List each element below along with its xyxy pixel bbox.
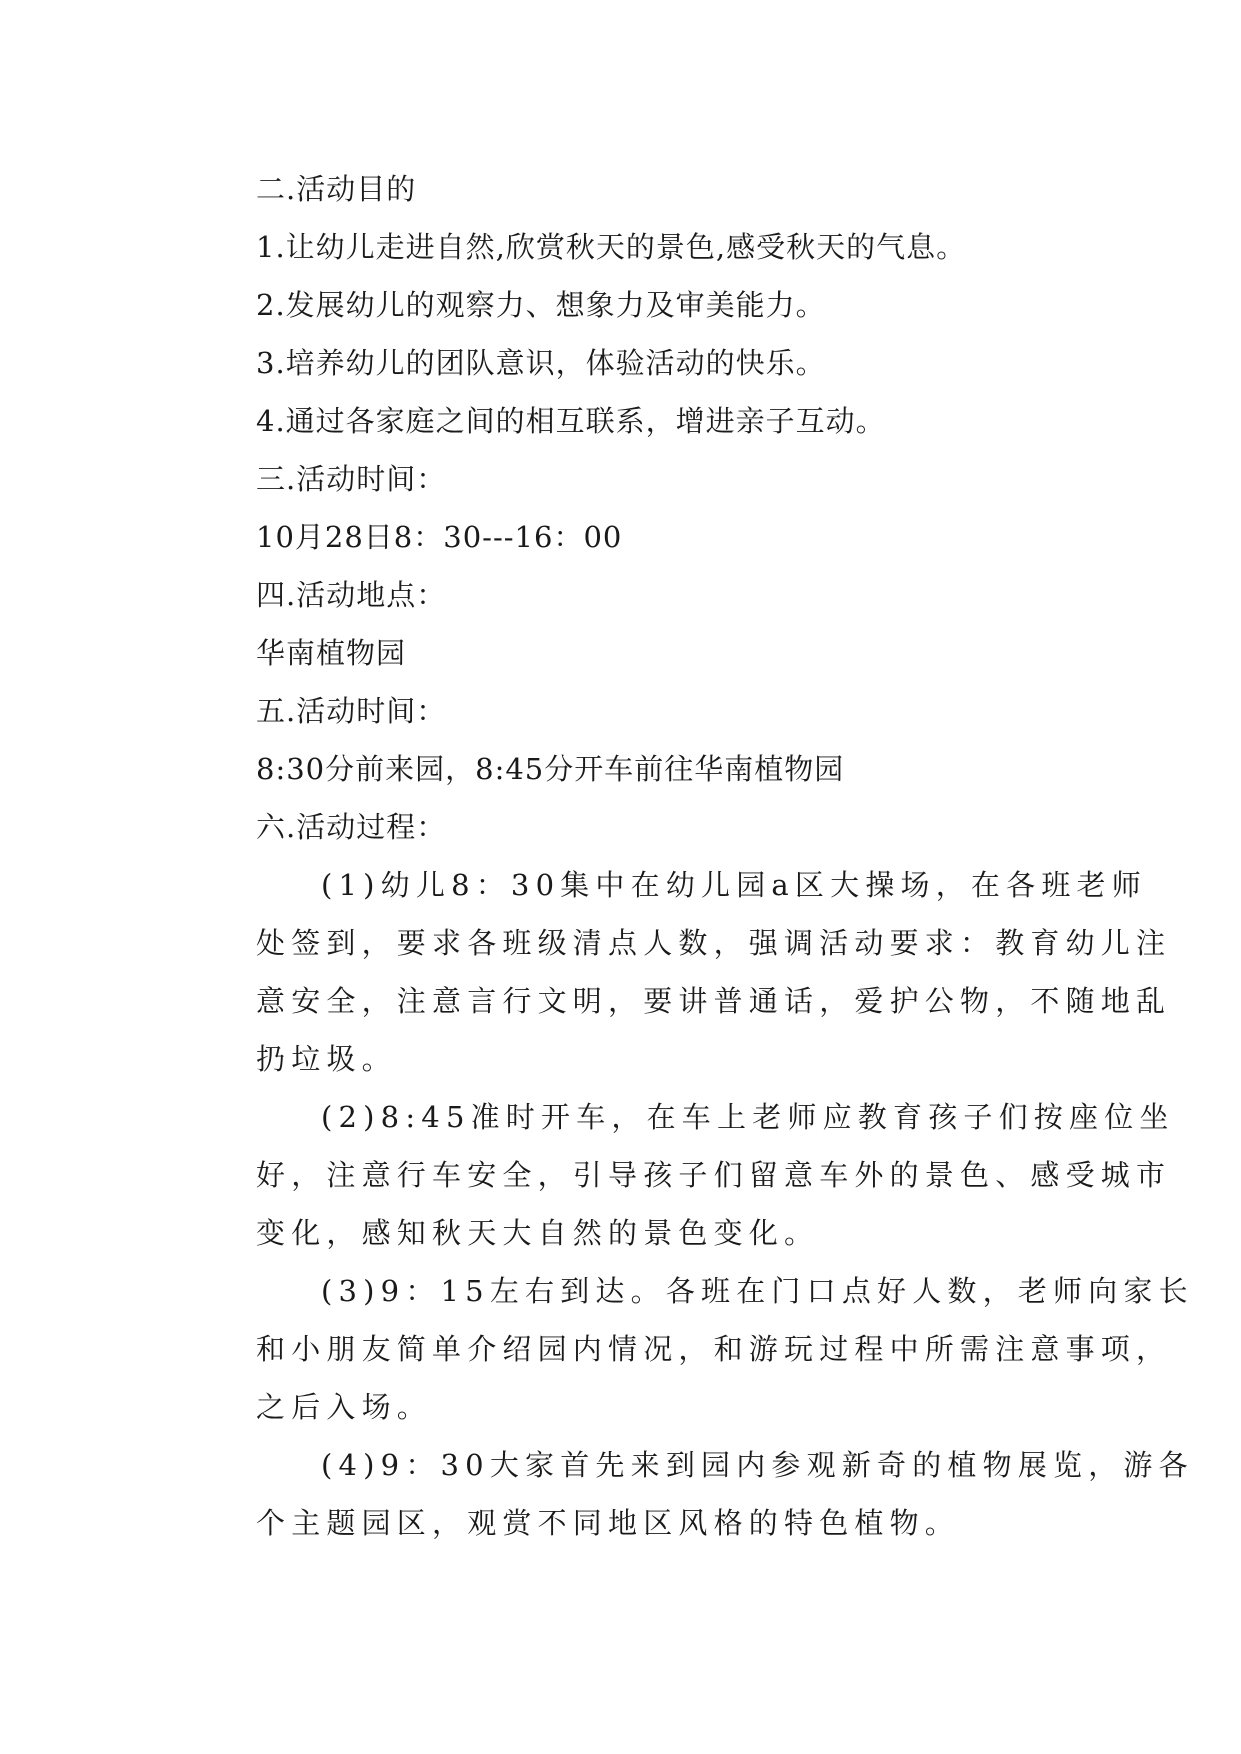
process-step-3-line: (3)9：15左右到达。各班在门口点好人数，老师向家长 [321,1274,1194,1308]
process-step-1-line: 处签到，要求各班级清点人数，强调活动要求：教育幼儿注 [256,926,1172,960]
process-step-1 [191,856,1172,1088]
process-step-2 [191,1088,1175,1262]
process-step-2-line: 变化，感知秋天大自然的景色变化。 [256,1216,820,1250]
process-step-3 [191,1262,1194,1436]
purpose-item-4: 4.通过各家庭之间的相互联系，增进亲子互动。 [256,404,886,438]
section-heading-process: 六.活动过程： [256,810,447,844]
process-step-1-line: (1)幼儿8：30集中在幼儿园a区大操场，在各班老师 [321,868,1147,902]
document-body [191,160,1194,1552]
purpose-item-3: 3.培养幼儿的团队意识，体验活动的快乐。 [256,346,826,380]
section-heading-location: 四.活动地点： [256,578,447,612]
process-step-3-line: 和小朋友简单介绍园内情况，和游玩过程中所需注意事项， [256,1332,1172,1366]
process-step-4 [191,1436,1194,1552]
process-step-1-line: 意安全，注意言行文明，要讲普通话，爱护公物，不随地乱 [256,984,1172,1018]
section-heading-schedule: 五.活动时间： [256,694,447,728]
activity-location: 华南植物园 [256,636,407,670]
process-step-4-line: (4)9：30大家首先来到园内参观新奇的植物展览，游各 [321,1448,1194,1482]
purpose-item-1: 1.让幼儿走进自然,欣赏秋天的景色,感受秋天的气息。 [256,230,967,264]
process-step-1-line: 扔垃圾。 [256,1042,397,1076]
activity-schedule: 8:30分前来园，8:45分开车前往华南植物园 [256,752,845,786]
process-step-3-line: 之后入场。 [256,1390,433,1424]
process-step-2-line: 好，注意行车安全，引导孩子们留意车外的景色、感受城市 [256,1158,1172,1192]
purpose-item-2: 2.发展幼儿的观察力、想象力及审美能力。 [256,288,826,322]
process-step-2-line: (2)8:45准时开车，在车上老师应教育孩子们按座位坐 [321,1100,1175,1134]
section-heading-purpose: 二.活动目的 [256,172,417,206]
process-step-4-line: 个主题园区，观赏不同地区风格的特色植物。 [256,1506,961,1540]
activity-date-time: 10月28日8：30---16：00 [256,520,623,554]
section-heading-time: 三.活动时间： [256,462,447,496]
